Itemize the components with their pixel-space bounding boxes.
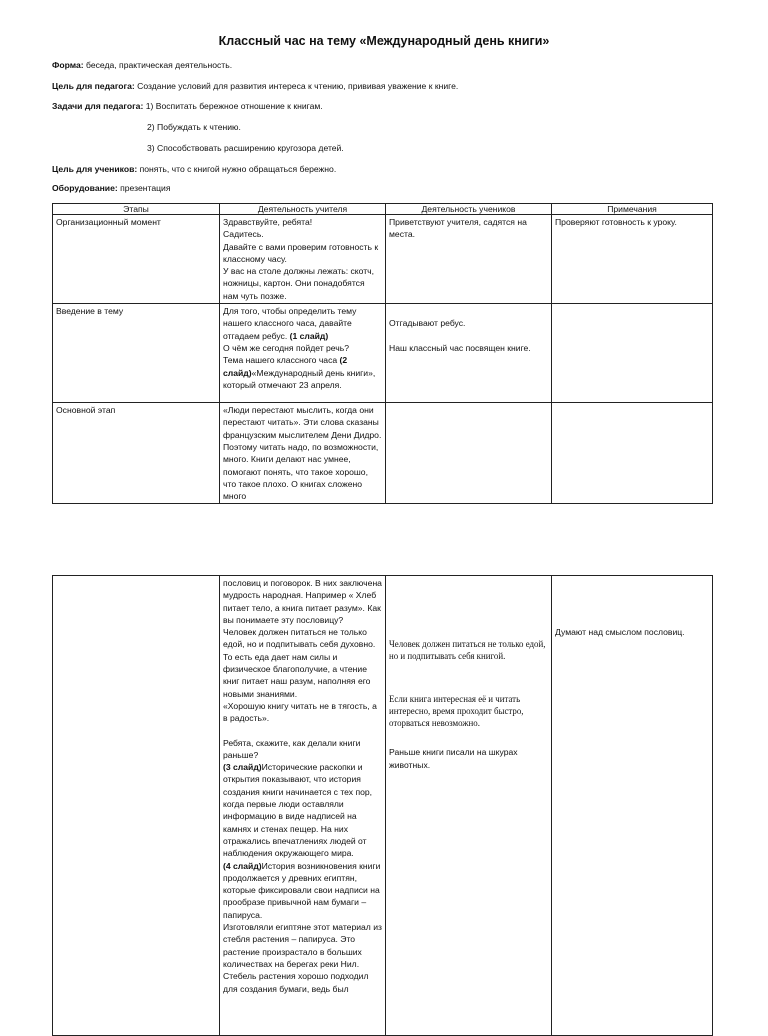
header-stages: Этапы <box>53 204 220 215</box>
notes-cell <box>552 576 713 1036</box>
teacher-goal-label: Цель для педагога: <box>52 81 135 91</box>
equipment-line <box>52 183 171 194</box>
task-2: 2) Побуждать к чтению. <box>147 122 241 132</box>
students-goal-line <box>52 164 336 175</box>
lesson-table-1 <box>52 203 713 504</box>
students-cell <box>386 304 552 403</box>
stage-cell: Основной этап <box>53 403 220 504</box>
table-row <box>53 304 713 403</box>
slide-label: (1 слайд) <box>289 330 329 341</box>
teacher-cell: «Люди перестают мыслить, когда они перестают читать». Эти слова сказаны французским мыслителем Дени Дидро. Поэтому читать надо, по возможности, много. Книги делают нас умнее, помогают понять, что такое хорошо, что такое плохо. О книгах сложено много <box>220 403 386 504</box>
equipment-value: презентация <box>117 183 171 193</box>
students-text: Если книга интересная её и читать интересно, время проходит быстро, оторваться невозможно. <box>389 693 524 729</box>
teacher-goal-value: Создание условий для развития интереса к чтению, прививая уважение к книге. <box>134 81 459 91</box>
teacher-goal-line <box>52 81 458 92</box>
notes-cell <box>552 403 713 504</box>
table-row <box>53 403 713 504</box>
students-cell <box>386 576 552 1036</box>
teacher-text: Исторические раскопки и открытия показывают, что история создания книги начинается с тех пор, когда первые люди оставляли информацию в виде надписей на камнях и стенах пещер. На них отражались впечатлениях людей от наблюдения окружающего мира. <box>223 762 373 859</box>
notes-cell: Проверяют готовность к уроку. <box>552 215 713 304</box>
teacher-text: Для того, чтобы определить тему нашего классного часа, давайте отгадаем ребус. <box>223 306 357 341</box>
teacher-cell <box>220 576 386 1036</box>
form-value: беседа, практическая деятельность. <box>83 60 233 70</box>
table-row <box>53 215 713 304</box>
teacher-text <box>223 761 382 859</box>
slide-label: (4 слайд) <box>223 860 262 871</box>
teacher-cell <box>220 304 386 403</box>
teacher-text: История возникновения книги продолжается у древних египтян, которые фиксировали свои надписи на прообразе привычной нам бумаги – папируса. Изготовляли египтяне этот материал из стебля растения – папируса. Это растение произрастало в больших количествах на берегах реки Нил. Стебель растения хорошо подходил для создания бумаги, ведь был <box>223 860 382 994</box>
notes-text: Думают над смыслом пословиц. <box>555 627 685 637</box>
tasks-line <box>52 101 323 112</box>
slide-label: (2 слайд) <box>223 355 348 378</box>
task-3: 3) Способствовать расширению кругозора детей. <box>147 143 344 153</box>
slide-label: (3 слайд) <box>223 762 262 773</box>
lesson-table-2 <box>52 575 713 1036</box>
equipment-label: Оборудование: <box>52 183 118 193</box>
page-title: Классный час на тему «Международный день книги» <box>218 34 550 48</box>
form-label: Форма: <box>52 60 84 70</box>
students-cell: Приветствуют учителя, садятся на места. <box>386 215 552 304</box>
form-line <box>52 60 232 71</box>
students-cell <box>386 403 552 504</box>
students-goal-value: понять, что с книгой нужно обращаться бережно. <box>137 164 337 174</box>
students-goal-label: Цель для учеников: <box>52 164 138 174</box>
header-students: Деятельность учеников <box>386 204 552 215</box>
teacher-text: «Международный день книги», который отмечают 23 апреля. <box>223 367 376 390</box>
stage-cell: Введение в тему <box>53 304 220 403</box>
stage-cell: Организационный момент <box>53 215 220 304</box>
header-teacher: Деятельность учителя <box>220 204 386 215</box>
notes-cell <box>552 304 713 403</box>
students-text: Наш классный час посвящен книге. <box>389 343 531 354</box>
table-row <box>53 576 713 1036</box>
teacher-text: Человек должен питаться не только едой, но и подпитывать себя духовно. То есть еда дает нам силы и физическое благополучие, а чтение книг питает наш разум, наполняя его новыми знаниями. «Хорошую книгу читать не в тягость, а в радость». <box>223 627 377 724</box>
teacher-text: О чём же сегодня пойдет речь? Тема нашего классного часа <box>223 342 350 366</box>
task-1: 1) Воспитать бережное отношение к книгам. <box>143 101 323 111</box>
stage-cell <box>53 576 220 1036</box>
table-header-row <box>53 204 713 215</box>
students-text: Раньше книги писали на шкурах животных. <box>389 747 518 770</box>
teacher-text: Ребята, скажите, как делали книги раньше? <box>223 737 361 760</box>
tasks-label: Задачи для педагога: <box>52 101 144 111</box>
teacher-cell: Здравствуйте, ребята! Садитесь. Давайте с вами проверим готовность к классному часу. У вас на столе должны лежать: скотч, ножницы, картон. Они понадобятся нам чуть позже. <box>220 215 386 304</box>
header-notes: Примечания <box>552 204 713 215</box>
teacher-text <box>223 860 382 995</box>
students-text: Отгадывают ребус. <box>389 318 466 329</box>
students-text: Человек должен питаться не только едой, но и подпитывать себя книгой. <box>389 639 546 662</box>
teacher-text: пословиц и поговорок. В них заключена мудрость народная. Например « Хлеб питает тело, а книга питает разум». Как вы понимаете эту пословицу? <box>223 578 382 625</box>
